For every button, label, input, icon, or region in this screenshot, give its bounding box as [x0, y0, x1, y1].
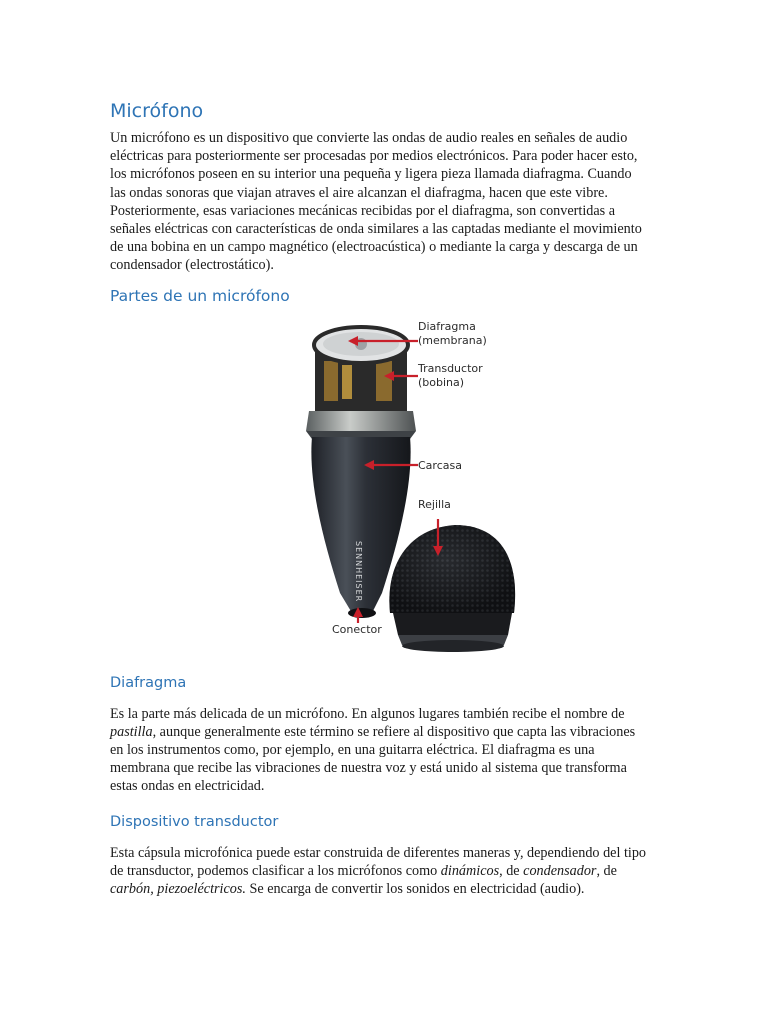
microphone-illustration: [110, 313, 650, 663]
transductor-text-4: Se encarga de convertir los sonidos en electricidad (audio).: [245, 881, 585, 898]
partes-section: [110, 285, 650, 663]
transductor-section: [110, 812, 650, 899]
intro-paragraph: Un micrófono es un dispositivo que convierte las ondas de audio reales en señales de audio eléctricas para posteriormente ser procesadas por medios electrónicos. Para poder hacer esto, los micrófonos poseen en su interior una pequeña y ligera pieza llamada diafragma. Cuando las ondas sonoras que viajan atraves el aire alcanzan el diafragma, hacen que este vibre. Posteriormente, esas variaciones mecánicas recibidas por el diafragma, son convertidas a señales eléctricas con características de onda similares a las captadas mediante el movimiento de una bobina en un campo magnético (electroacústica) o mediante la carga y descarga de un condensador (electrostático).: [110, 130, 642, 274]
diafragma-section: [110, 673, 650, 796]
label-carcasa: Carcasa: [418, 458, 462, 472]
label-membrana: (membrana): [418, 333, 487, 347]
transductor-emphasis-3: carbón, piezoeléctricos.: [110, 881, 246, 898]
metal-ring: [306, 411, 416, 439]
microphone-figure: [110, 313, 650, 663]
diafragma-paragraph: [110, 705, 650, 796]
transductor-paragraph: [110, 844, 650, 899]
transductor-emphasis-1: dinámicos: [440, 862, 500, 879]
label-rejilla: Rejilla: [418, 497, 451, 511]
document-content: [110, 98, 650, 898]
transductor-text-3: , de: [596, 862, 617, 879]
label-bobina: (bobina): [418, 375, 465, 389]
partes-heading: Partes de un micrófono: [110, 286, 290, 305]
diafragma-text-2: , aunque generalmente este término se refiere al dispositivo que capta las vibraciones en los instrumentos como, por ejemplo, en una guitarra eléctrica. El diafragma es una membrana que recibe las vibraciones de nuestra voz y está unido al sistema que transforma estas ondas en electricidad.: [110, 723, 636, 795]
label-transductor: Transductor: [418, 361, 483, 375]
diafragma-heading: Diafragma: [110, 674, 187, 691]
transductor-text-1: Esta cápsula microfónica puede estar construida de diferentes maneras y, dependiendo del tipo de transductor, podemos clasificar a los micrófonos como: [110, 844, 647, 879]
diafragma-text-1: Es la parte más delicada de un micrófono. En algunos lugares también recibe el nombre de: [110, 705, 625, 722]
brand-text: SENNHEISER: [354, 540, 363, 602]
label-conector: Conector: [332, 622, 382, 636]
transductor-heading: Dispositivo transductor: [110, 813, 279, 830]
label-diafragma: Diafragma: [418, 319, 476, 333]
diafragma-emphasis: pastilla: [110, 723, 153, 740]
transductor-emphasis-2: condensador: [523, 862, 597, 879]
grille: [389, 525, 515, 652]
transductor-text-2: , de: [499, 862, 524, 879]
page-title: Micrófono: [110, 100, 204, 122]
